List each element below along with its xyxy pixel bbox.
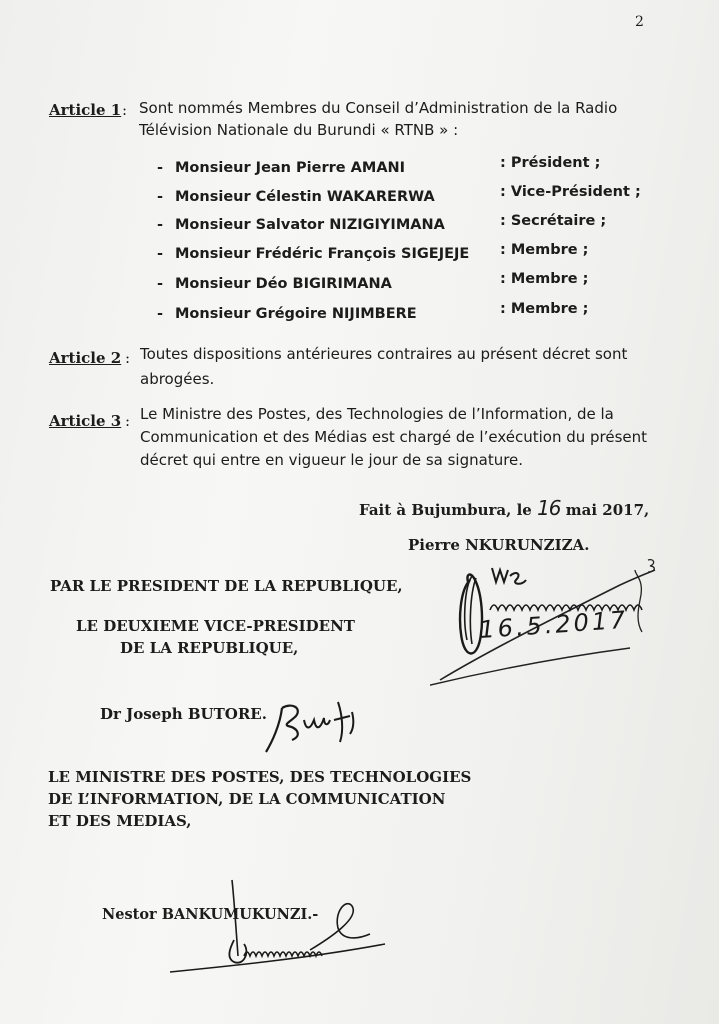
member-name: Monsieur Frédéric François SIGEJEJE	[175, 246, 470, 262]
article-3-text-line-3: décret qui entre en vigueur le jour de sa signature.	[140, 451, 524, 469]
member-name: Monsieur Célestin WAKARERWA	[175, 189, 435, 205]
member-name: Monsieur Salvator NIZIGIYIMANA	[175, 217, 445, 233]
member-role: : Secrétaire ;	[500, 213, 607, 229]
article-1-text-line-1: Sont nommés Membres du Conseil d’Administration de la Radio	[139, 99, 618, 117]
place-date-line	[359, 496, 649, 520]
minister-title-line-2: DE L’INFORMATION, DE LA COMMUNICATION	[48, 790, 446, 808]
article-3-colon: :	[125, 412, 131, 430]
minister-title-line-1: LE MINISTRE DES POSTES, DES TECHNOLOGIES	[48, 768, 472, 786]
vice-president-name: Dr Joseph BUTORE.	[100, 705, 267, 723]
place-date-suffix: mai 2017,	[565, 501, 650, 519]
member-role: : Vice-Président ;	[500, 184, 641, 200]
article-3-label: Article 3	[49, 412, 122, 430]
vice-president-title-line-1: LE DEUXIEME VICE-PRESIDENT	[76, 617, 355, 635]
article-1-text-line-2: Télévision Nationale du Burundi « RTNB » :	[139, 121, 459, 139]
member-dash: -	[157, 306, 164, 322]
article-2-text-line-1: Toutes dispositions antérieures contraires au présent décret sont	[140, 345, 628, 363]
minister-signature	[160, 878, 400, 978]
member-role: : Membre ;	[500, 301, 589, 317]
member-role: : Membre ;	[500, 242, 589, 258]
article-2-colon: :	[125, 349, 131, 367]
article-3-text-line-2: Communication et des Médias est chargé de l’exécution du présent	[140, 428, 648, 446]
minister-title-line-3: ET DES MEDIAS,	[48, 812, 192, 830]
president-name: Pierre NKURUNZIZA.	[408, 536, 590, 554]
member-name: Monsieur Grégoire NIJIMBERE	[175, 306, 417, 322]
president-signature	[430, 540, 680, 690]
member-name: Monsieur Jean Pierre AMANI	[175, 160, 406, 176]
member-dash: -	[157, 246, 164, 262]
vice-president-signature	[258, 690, 373, 760]
article-2-text-line-2: abrogées.	[140, 370, 215, 388]
member-dash: -	[157, 276, 164, 292]
member-role: : Membre ;	[500, 271, 589, 287]
par-le-president-heading: PAR LE PRESIDENT DE LA REPUBLIQUE,	[50, 577, 403, 595]
member-name: Monsieur Déo BIGIRIMANA	[175, 276, 392, 292]
article-1-label: Article 1	[49, 101, 122, 119]
member-dash: -	[157, 189, 164, 205]
article-3-text-line-1: Le Ministre des Postes, des Technologies de l’Information, de la	[140, 405, 614, 423]
member-role: : Président ;	[500, 155, 601, 171]
handwritten-day: 16	[537, 496, 561, 520]
vice-president-title-line-2: DE LA REPUBLIQUE,	[120, 639, 299, 657]
page-number: 2	[635, 14, 644, 30]
article-2-label: Article 2	[49, 349, 122, 367]
minister-name: Nestor BANKUMUKUNZI.-	[102, 906, 319, 923]
place-date-prefix: Fait à Bujumbura, le	[359, 501, 532, 519]
member-dash: -	[157, 160, 164, 176]
signature-date: 16.5.2017	[478, 605, 630, 644]
member-dash: -	[157, 217, 164, 233]
article-1-colon: :	[122, 101, 128, 119]
